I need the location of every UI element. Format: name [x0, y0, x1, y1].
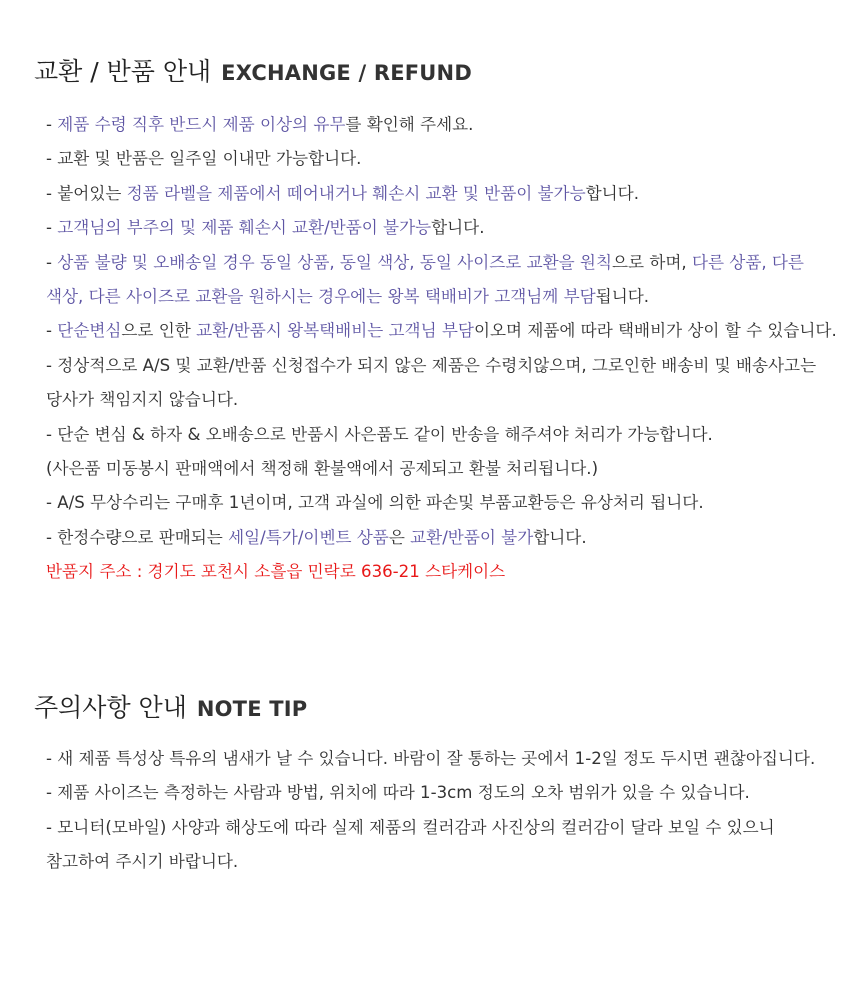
- item-text: 합니다.: [431, 218, 485, 238]
- exchange-refund-item: [46, 452, 842, 486]
- note-tip-item: [46, 811, 842, 880]
- note-tip-heading: [34, 688, 860, 728]
- exchange-refund-item: [46, 418, 842, 452]
- item-text: -: [46, 115, 58, 134]
- exchange-refund-list: [0, 108, 860, 590]
- item-text: 합니다.: [533, 527, 587, 547]
- item-text: - 교환 및 반품은 일주일 이내만 가능합니다.: [46, 149, 362, 169]
- highlighted-text: 단순변심: [57, 321, 122, 341]
- item-text: - 새 제품 특성상 특유의 냄새가 날 수 있습니다. 바람이 잘 통하는 곳에서 1-2일 정도 두시면 괜찮아집니다.: [46, 749, 816, 768]
- highlighted-text: 고객님의 부주의 및 제품 훼손시 교환/반품이 불가능: [57, 218, 432, 238]
- note-tip-item: [46, 742, 842, 776]
- note-tip-section: [0, 688, 860, 880]
- exchange-refund-item: [46, 246, 842, 315]
- exchange-refund-item: [46, 142, 842, 176]
- highlighted-text: 상품 불량 및 오배송일 경우 동일 상품, 동일 색상, 동일 사이즈로 교환을 원칙: [57, 252, 612, 272]
- exchange-refund-item: [46, 521, 842, 555]
- note-tip-title-ko: 주의사항 안내: [34, 693, 187, 722]
- item-text: -: [46, 321, 58, 341]
- exchange-refund-section: [0, 52, 860, 590]
- exchange-refund-item: [46, 349, 842, 418]
- item-text: 를 확인해 주세요.: [345, 115, 474, 134]
- item-text: - 모니터(모바일) 사양과 해상도에 따라 실제 제품의 컬러감과 사진상의 컬러감이 달라 보일 수 있으니 참고하여 주시기 바랍니다.: [46, 817, 775, 872]
- highlighted-text: 제품 수령 직후 반드시 제품 이상의 유무: [57, 115, 346, 134]
- item-text: - A/S 무상수리는 구매후 1년이며, 고객 과실에 의한 파손및 부품교환등은 유상처리 됩니다.: [46, 493, 704, 513]
- item-text: -: [46, 218, 58, 238]
- item-text: (사은품 미동봉시 판매액에서 책정해 환불액에서 공제되고 환불 처리됩니다.): [46, 459, 599, 479]
- highlighted-text: 다른 상품, 다른 색상, 다른 사이즈로 교환을 원하시는 경우에는 왕복 택배비가 고객님께 부담: [46, 252, 804, 307]
- highlighted-text: 세일/특가/이벤트 상품: [228, 527, 389, 547]
- item-text: - 정상적으로 A/S 및 교환/반품 신청접수가 되지 않은 제품은 수령치않으며, 그로인한 배송비 및 배송사고는 당사가 책임지지 않습니다.: [46, 355, 817, 410]
- item-text: 이오며 제품에 따라 택배비가 상이 할 수 있습니다.: [473, 321, 837, 341]
- item-text: -: [46, 252, 58, 272]
- return-address-text: 반품지 주소 : 경기도 포천시 소흘읍 민락로 636-21 스타케이스: [46, 562, 506, 582]
- exchange-refund-item: [46, 555, 842, 589]
- item-text: - 단순 변심 & 하자 & 오배송으로 반품시 사은품도 같이 반송을 해주셔야 처리가 가능합니다.: [46, 424, 713, 444]
- note-tip-title-en: NOTE TIP: [196, 697, 308, 721]
- highlighted-text: 교환/반품이 불가: [410, 527, 534, 547]
- item-text: 으로 하며,: [612, 252, 692, 272]
- item-text: 은: [388, 527, 411, 547]
- exchange-refund-title-ko: 교환 / 반품 안내: [34, 57, 212, 86]
- item-text: - 제품 사이즈는 측정하는 사람과 방법, 위치에 따라 1-3cm 정도의 오차 범위가 있을 수 있습니다.: [46, 783, 750, 803]
- highlighted-text: 교환/반품시 왕복택배비는 고객님 부담: [196, 321, 474, 341]
- exchange-refund-item: [46, 486, 842, 520]
- highlighted-text: 정품 라벨을 제품에서 떼어내거나 훼손시 교환 및 반품이 불가능: [126, 183, 586, 203]
- exchange-refund-title-en: EXCHANGE / REFUND: [221, 61, 472, 85]
- item-text: - 한정수량으로 판매되는: [46, 527, 229, 547]
- exchange-refund-item: [46, 211, 842, 245]
- exchange-refund-heading: [34, 52, 860, 92]
- exchange-refund-item: [46, 108, 842, 142]
- item-text: 됩니다.: [595, 287, 650, 307]
- item-text: - 붙어있는: [46, 183, 127, 203]
- exchange-refund-item: [46, 314, 842, 348]
- exchange-refund-item: [46, 177, 842, 211]
- note-tip-list: [0, 742, 860, 880]
- note-tip-item: [46, 776, 842, 810]
- item-text: 으로 인한: [121, 321, 197, 341]
- item-text: 합니다.: [585, 183, 639, 203]
